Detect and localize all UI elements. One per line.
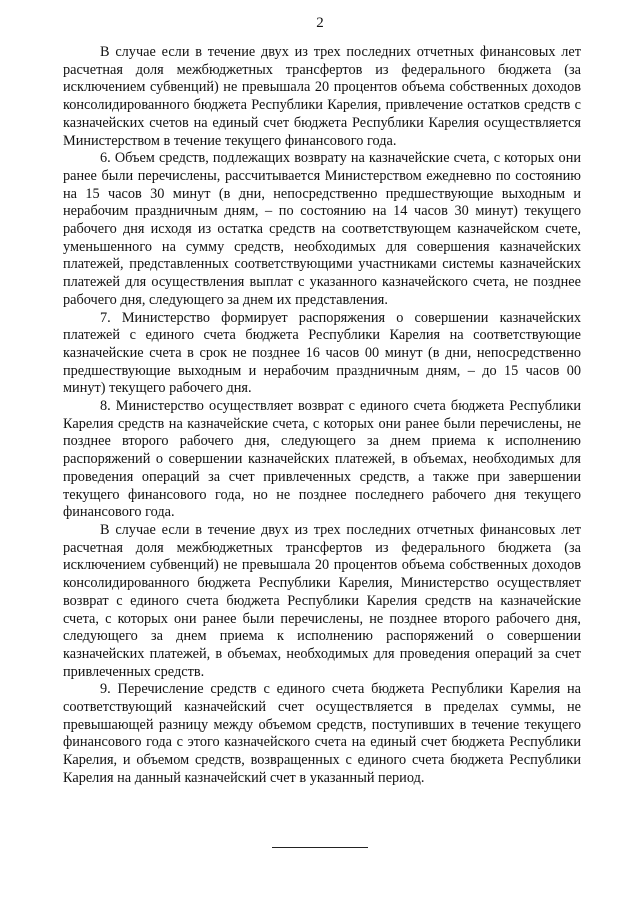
paragraph-item-6: 6. Объем средств, подлежащих возврату на казначейские счета, с которых они ранее были перечислены, рассчитывается Министерством ежедневно по состоянию на 15 часов 30 минут (в дни, непосредственно предшествующие выходным и нерабочим праздничным дням, – по состоянию на 14 часов 30 минут) текущего рабочего дня исходя из остатка средств на соответствующем казначейском счете, уменьшенного на сумму средств, необходимых для совершения казначейских платежей, представленных соответствующими участниками системы казначейских платежей для осуществления выплат с указанного казначейского счета, не позднее рабочего дня, следующего за днем их представления. [63,150,581,308]
document-end-divider [272,847,368,848]
page-number: 2 [316,15,324,31]
paragraph-item-8: 8. Министерство осуществляет возврат с единого счета бюджета Республики Карелия средств на казначейские счета, с которых они ранее были перечислены, не позднее второго рабочего дня, следующего за днем приема к исполнению распоряжений о совершении казначейских платежей, в объемах, необходимых для проведения операций за счет привлеченных средств, а также при завершении текущего финансового года, но не позднее последнего рабочего дня текущего финансового года. [63,398,581,521]
paragraph-return-condition: В случае если в течение двух из трех последних отчетных финансовых лет расчетная доля межбюджетных трансфертов из федерального бюджета (за исключением субвенций) не превышала 20 процентов объема собственных доходов консолидированного бюджета Республики Карелия, Министерство осуществляет возврат с единого счета бюджета Республики Карелия средств на казначейские счета, с которых они ранее были перечислены, не позднее второго рабочего дня, следующего за днем приема к исполнению распоряжений о совершении казначейских платежей, в объемах, необходимых для проведения операций за счет привлеченных средств. [63,521,581,680]
paragraph-item-9: 9. Перечисление средств с единого счета бюджета Республики Карелия на соответствующий казначейский счет осуществляется в пределах суммы, не превышающей разницу между объемом средств, поступивших в течение текущего финансового года с этого казначейского счета на единый счет бюджета Республики Карелия, и объемом средств, возвращенных с единого счета бюджета Республики Карелия на данный казначейский счет в указанный период. [63,681,581,786]
paragraph-item-7: 7. Министерство формирует распоряжения о совершении казначейских платежей с единого счета бюджета Республики Карелия на соответствующие казначейские счета в срок не позднее 16 часов 00 минут (в дни, непосредственно предшествующие выходным и нерабочим праздничным дням, – до 15 часов 00 минут) текущего рабочего дня. [63,309,581,397]
document-body [63,44,581,788]
paragraph-transfer-share-condition: В случае если в течение двух из трех последних отчетных финансовых лет расчетная доля межбюджетных трансфертов из федерального бюджета (за исключением субвенций) не превышала 20 процентов объема собственных доходов консолидированного бюджета Республики Карелия, привлечение остатков средств с казначейских счетов на единый счет бюджета Республики Карелия осуществляется Министерством в течение текущего финансового года. [63,44,581,149]
